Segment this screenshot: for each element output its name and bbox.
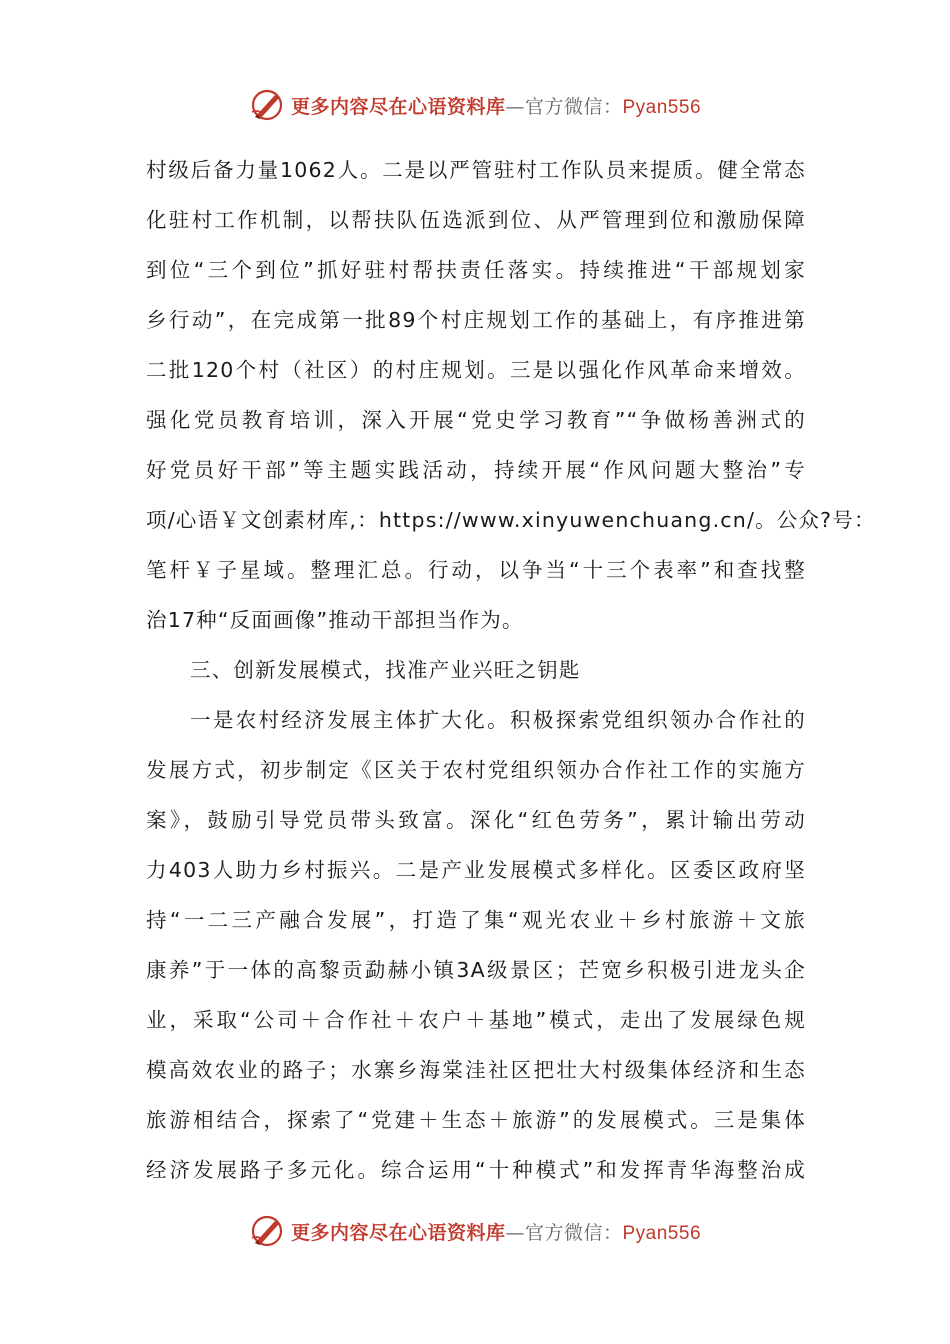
body-line: 乡行动”，在完成第一批89个村庄规划工作的基础上，有序推进第: [146, 308, 806, 332]
watermark-account: Pyan556: [622, 96, 702, 118]
body-line: 好党员好干部”等主题实践活动，持续开展“作风问题大整治”专: [146, 458, 806, 482]
body-line: 项/心语￥文创素材库,：https://www.xinyuwenchuang.cn/。公众?号：: [146, 508, 876, 532]
body-line: 一是农村经济发展主体扩大化。积极探索党组织领办合作社的: [190, 708, 806, 732]
body-line: 持“一二三产融合发展”，打造了集“观光农业＋乡村旅游＋文旅: [146, 908, 806, 932]
body-line: 模高效农业的路子；水寨乡海棠洼社区把壮大村级集体经济和生态: [146, 1058, 806, 1082]
body-line: 化驻村工作机制，以帮扶队伍选派到位、从严管理到位和激励保障: [146, 208, 806, 232]
pen-logo-icon: [249, 1213, 285, 1249]
body-line: 强化党员教育培训，深入开展“党史学习教育”“争做杨善洲式的: [146, 408, 806, 432]
body-line: 业，采取“公司＋合作社＋农户＋基地”模式，走出了发展绿色规: [146, 1008, 806, 1032]
watermark-site-text: 更多内容尽在心语资料库: [290, 95, 506, 118]
watermark-official-text: 官方微信：: [524, 1221, 623, 1244]
watermark-site-text: 更多内容尽在心语资料库: [290, 1221, 506, 1244]
watermark-banner-top: [0, 80, 950, 130]
section-heading: 三、创新发展模式，找准产业兴旺之钥匙: [190, 658, 581, 682]
watermark-banner-bottom: [0, 1206, 950, 1256]
watermark-group: [249, 1213, 701, 1249]
document-body: [146, 145, 876, 1195]
watermark-dash: —: [505, 95, 525, 118]
watermark-group: [249, 87, 701, 123]
watermark-text: [291, 92, 701, 119]
pen-logo-icon: [249, 87, 285, 123]
watermark-dash: —: [505, 1221, 525, 1244]
watermark-account: Pyan556: [622, 1222, 702, 1244]
watermark-official-text: 官方微信：: [524, 95, 623, 118]
body-line: 笔杆￥子星域。整理汇总。行动，以争当“十三个表率”和查找整: [146, 558, 806, 582]
body-line: 康养”于一体的高黎贡勐赫小镇3A级景区；芒宽乡积极引进龙头企: [146, 958, 806, 982]
body-line: 经济发展路子多元化。综合运用“十种模式”和发挥青华海整治成: [146, 1158, 806, 1182]
body-line: 村级后备力量1062人。二是以严管驻村工作队员来提质。健全常态: [146, 158, 806, 182]
body-line: 二批120个村（社区）的村庄规划。三是以强化作风革命来增效。: [146, 358, 806, 382]
body-line: 发展方式，初步制定《区关于农村党组织领办合作社工作的实施方: [146, 758, 806, 782]
body-line: 治17种“反面画像”推动干部担当作为。: [146, 608, 524, 632]
body-line: 力403人助力乡村振兴。二是产业发展模式多样化。区委区政府坚: [146, 858, 806, 882]
body-line: 到位“三个到位”抓好驻村帮扶责任落实。持续推进“干部规划家: [146, 258, 806, 282]
watermark-text: [291, 1218, 701, 1245]
body-line: 案》，鼓励引导党员带头致富。深化“红色劳务”，累计输出劳动: [146, 808, 806, 832]
body-line: 旅游相结合，探索了“党建＋生态＋旅游”的发展模式。三是集体: [146, 1108, 806, 1132]
